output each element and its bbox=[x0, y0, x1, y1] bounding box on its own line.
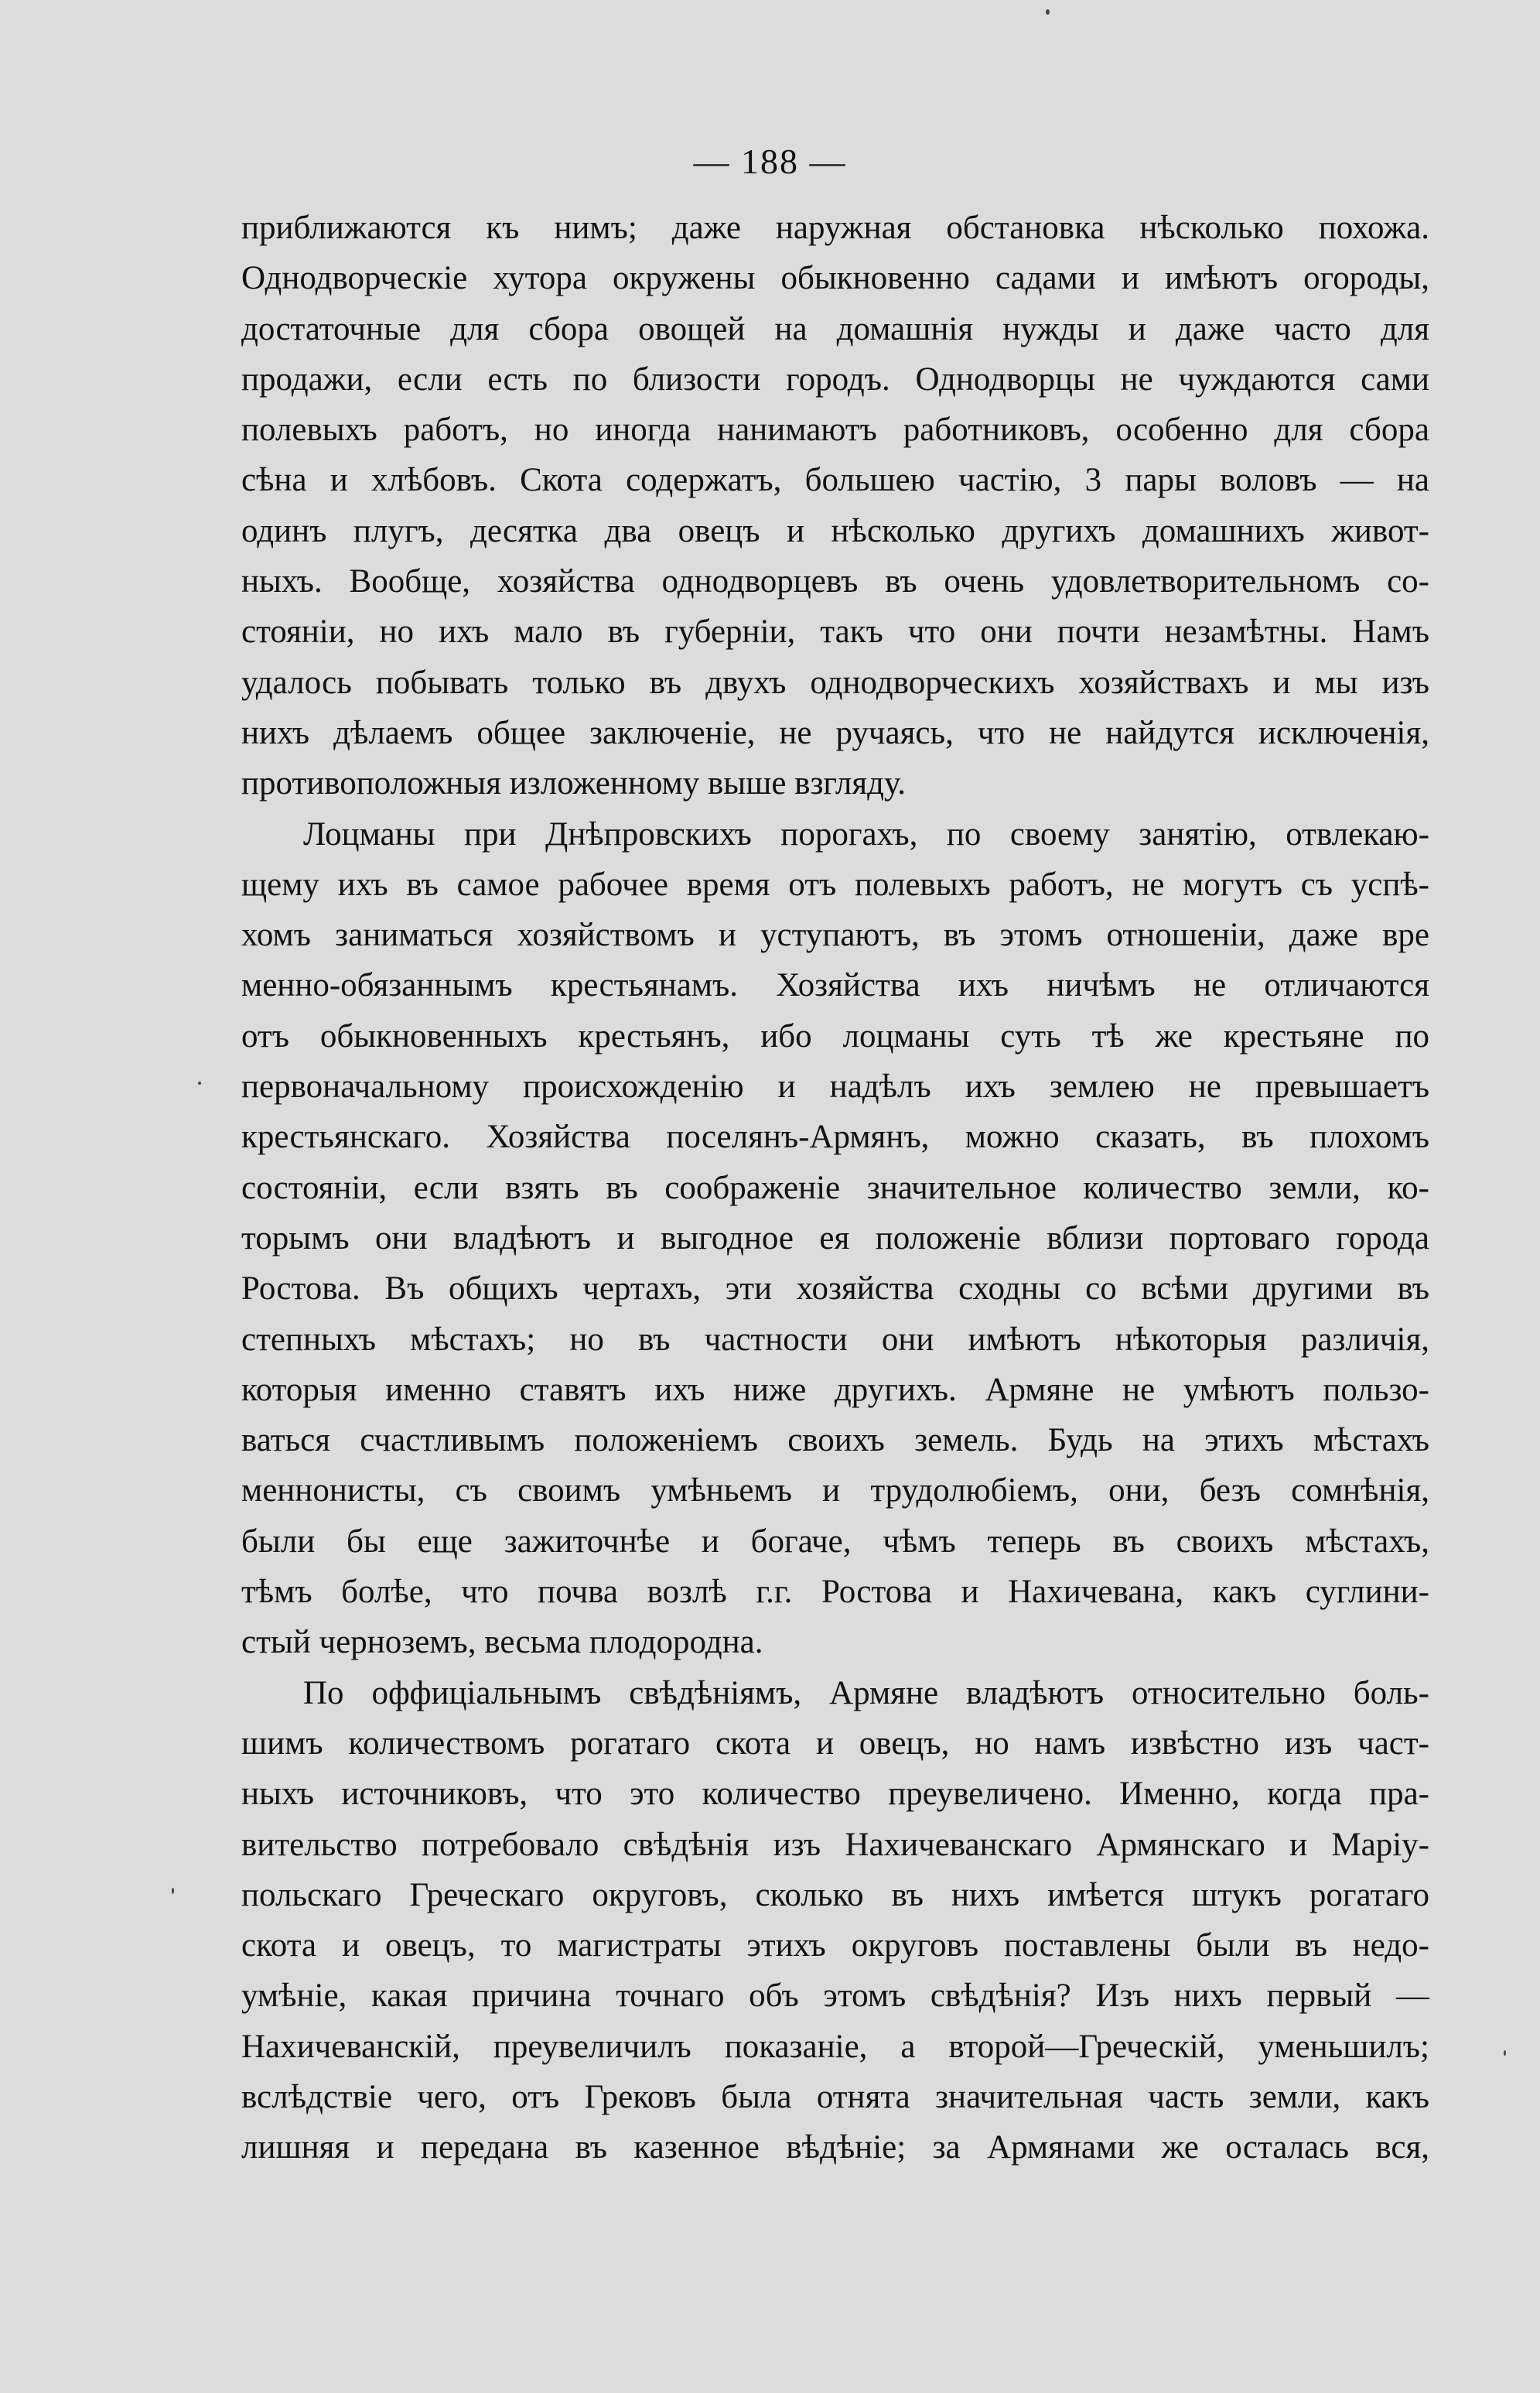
text-line: умѣніе, какая причина точнаго объ этомъ свѣдѣнія? Изъ нихъ первый — bbox=[241, 1978, 1429, 2015]
text-line: По оффиціальнымъ свѣдѣніямъ, Армяне владѣютъ относительно боль- bbox=[303, 1674, 1429, 1711]
text-line: достаточные для сбора овощей на домашнія нужды и даже часто для bbox=[241, 310, 1429, 347]
text-line: которыя именно ставятъ ихъ ниже другихъ. Армяне не умѣютъ пользо- bbox=[241, 1371, 1429, 1408]
text-line: ныхъ источниковъ, что это количество преувеличено. Именно, когда пра- bbox=[241, 1776, 1429, 1813]
body-text bbox=[241, 203, 1429, 2173]
text-line: стояніи, но ихъ мало въ губерніи, такъ что они почти незамѣтны. Намъ bbox=[241, 614, 1429, 651]
text-line: противоположныя изложенному выше взгляду. bbox=[241, 765, 906, 802]
text-line: удалось побывать только въ двухъ однодворческихъ хозяйствахъ и мы изъ bbox=[241, 664, 1429, 701]
text-line: полевыхъ работъ, но иногда нанимаютъ работниковъ, особенно для сбора bbox=[241, 412, 1429, 449]
text-line: шимъ количествомъ рогатаго скота и овецъ, но намъ извѣстно изъ част- bbox=[241, 1725, 1429, 1762]
text-line: стый черноземъ, весьма плодородна. bbox=[241, 1624, 763, 1661]
text-line: вслѣдствіе чего, отъ Грековъ была отнята значительная часть земли, какъ bbox=[241, 2078, 1429, 2115]
text-line: первоначальному происхожденію и надѣлъ ихъ землею не превышаетъ bbox=[241, 1068, 1429, 1106]
text-line: были бы еще зажиточнѣе и богаче, чѣмъ теперь въ своихъ мѣстахъ, bbox=[241, 1523, 1429, 1560]
paragraph-3 bbox=[241, 1668, 1429, 2173]
text-line: крестьянскаго. Хозяйства поселянъ-Армянъ, можно сказать, въ плохомъ bbox=[241, 1119, 1429, 1156]
text-line: Нахичеванскій, преувеличилъ показаніе, а второй—Греческій, уменьшилъ; bbox=[241, 2028, 1429, 2065]
paragraph-1 bbox=[241, 203, 1429, 809]
paragraph-2 bbox=[241, 809, 1429, 1668]
text-line: состояніи, если взять въ соображеніе значительное количество земли, ко- bbox=[241, 1169, 1429, 1206]
text-line: одинъ плугъ, десятка два овецъ и нѣсколько другихъ домашнихъ живот- bbox=[241, 512, 1429, 549]
text-line: Лоцманы при Днѣпровскихъ порогахъ, по своему занятію, отвлекаю- bbox=[303, 815, 1429, 853]
text-line: Однодворческіе хутора окружены обыкновенно садами и имѣютъ огороды, bbox=[241, 260, 1429, 297]
scan-speck bbox=[1504, 2050, 1506, 2056]
text-line: ваться счастливымъ положеніемъ своихъ земель. Будь на этихъ мѣстахъ bbox=[241, 1422, 1429, 1459]
text-line: сѣна и хлѣбовъ. Скота содержатъ, большею частію, 3 пары воловъ — на bbox=[241, 462, 1429, 499]
text-line: отъ обыкновенныхъ крестьянъ, ибо лоцманы суть тѣ же крестьяне по bbox=[241, 1017, 1429, 1055]
text-line: вительство потребовало свѣдѣнія изъ Нахичеванскаго Армянскаго и Маріу- bbox=[241, 1826, 1429, 1863]
text-line: хомъ заниматься хозяйствомъ и уступаютъ, въ этомъ отношеніи, даже вре bbox=[241, 917, 1429, 954]
text-line: польскаго Греческаго округовъ, сколько въ нихъ имѣется штукъ рогатаго bbox=[241, 1876, 1429, 1913]
text-line: щему ихъ въ самое рабочее время отъ полевыхъ работъ, не могутъ съ успѣ- bbox=[241, 866, 1429, 903]
scan-speck bbox=[172, 1888, 174, 1894]
text-line: нихъ дѣлаемъ общее заключеніе, не ручаясь, что не найдутся исключенія, bbox=[241, 714, 1429, 751]
text-line: скота и овецъ, то магистраты этихъ округовъ поставлены были въ недо- bbox=[241, 1927, 1429, 1964]
text-line: лишняя и передана въ казенное вѣдѣніе; за Армянами же осталась вся, bbox=[241, 2129, 1429, 2166]
page-number: — 188 — bbox=[693, 142, 847, 181]
text-line: приближаются къ нимъ; даже наружная обстановка нѣсколько похожа. bbox=[241, 210, 1429, 246]
text-line: торымъ они владѣютъ и выгодное ея положеніе вблизи портоваго города bbox=[241, 1219, 1429, 1256]
scan-speck bbox=[1046, 9, 1050, 15]
text-line: ныхъ. Вообще, хозяйства однодворцевъ въ очень удовлетворительномъ со- bbox=[241, 563, 1429, 600]
text-line: продажи, если есть по близости городъ. Однодворцы не чуждаются сами bbox=[241, 361, 1429, 398]
scan-speck bbox=[198, 1082, 201, 1085]
text-line: Ростова. Въ общихъ чертахъ, эти хозяйства сходны со всѣми другими въ bbox=[241, 1270, 1429, 1308]
text-line: меннонисты, съ своимъ умѣньемъ и трудолюбіемъ, они, безъ сомнѣнія, bbox=[241, 1472, 1429, 1509]
text-line: тѣмъ болѣе, что почва возлѣ г.г. Ростова и Нахичевана, какъ суглини- bbox=[241, 1574, 1429, 1611]
text-line: менно-обязаннымъ крестьянамъ. Хозяйства ихъ ничѣмъ не отличаются bbox=[241, 967, 1429, 1004]
text-line: степныхъ мѣстахъ; но въ частности они имѣютъ нѣкоторыя различія, bbox=[241, 1321, 1429, 1358]
